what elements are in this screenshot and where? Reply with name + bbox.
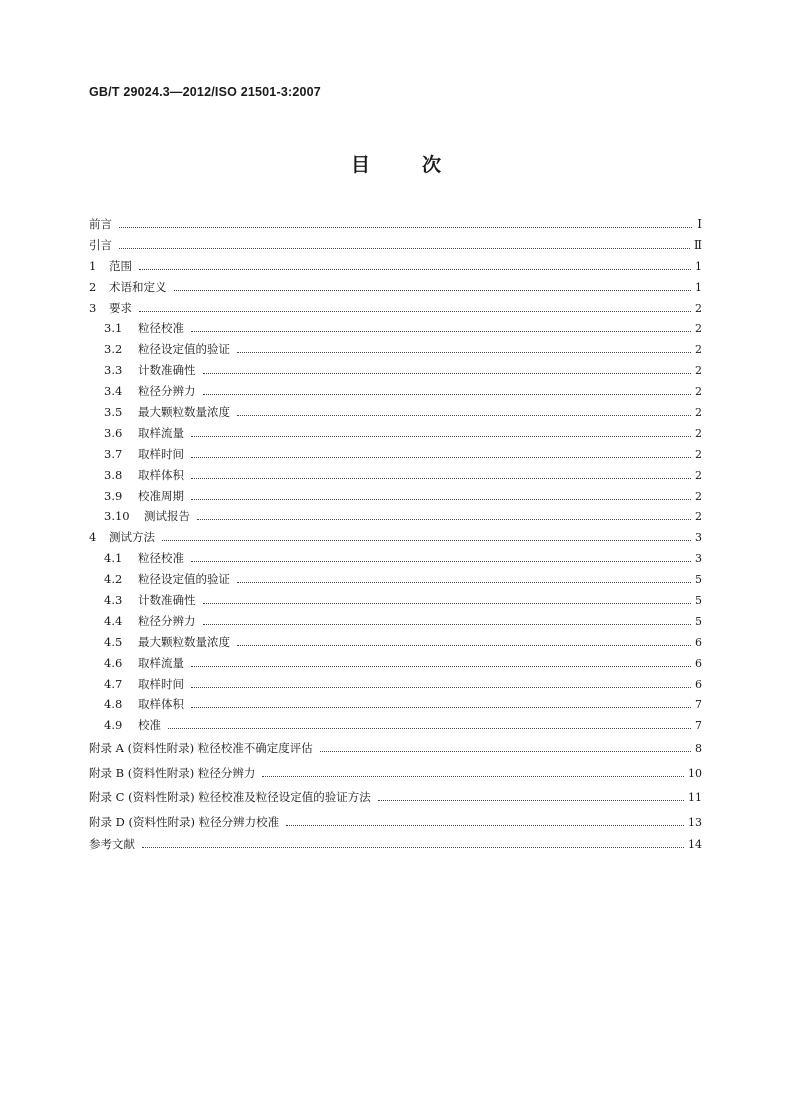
- toc-entry-number: 4.8: [104, 697, 123, 712]
- toc-entry-number: 1: [89, 258, 97, 273]
- toc-entry-page: 6: [695, 635, 702, 649]
- toc-entry[interactable]: [89, 590, 702, 611]
- toc-entry-label: 计数准确性: [138, 363, 196, 378]
- toc-entry-number: 3.4: [104, 384, 123, 399]
- toc-entry-number: 3.6: [104, 425, 123, 440]
- title-part-1: 目: [350, 154, 370, 176]
- toc-entry-number: 4.3: [104, 593, 123, 608]
- dot-leader: [119, 226, 692, 228]
- toc-entry-page: 2: [695, 447, 702, 461]
- toc-entry-label: 附录 B (资料性附录) 粒径分辨力: [89, 765, 256, 780]
- toc-entry-page: 7: [695, 719, 702, 733]
- toc-entry-page: 14: [688, 838, 702, 852]
- dot-leader: [168, 727, 691, 729]
- toc-entry[interactable]: [89, 486, 702, 507]
- toc-entry[interactable]: [89, 834, 702, 855]
- toc-entry-page: 2: [695, 426, 702, 440]
- dot-leader: [191, 435, 691, 437]
- toc-entry-page: 6: [695, 677, 702, 691]
- toc-entry-number: 4.6: [104, 655, 123, 670]
- toc-entry-page: 10: [688, 766, 702, 780]
- toc-entry-label: 校准: [138, 718, 161, 733]
- toc-entry[interactable]: [89, 339, 702, 360]
- toc-entry-label: 粒径校准: [138, 551, 184, 566]
- toc-entry-label: 粒径设定值的验证: [138, 572, 230, 587]
- dot-leader: [191, 456, 691, 458]
- toc-entry-label: 校准周期: [138, 488, 184, 503]
- toc-entry[interactable]: [89, 235, 702, 256]
- toc-entry-page: 2: [695, 468, 702, 482]
- toc-entry[interactable]: [89, 360, 702, 381]
- toc-entry-page: 5: [695, 594, 702, 608]
- toc-entry-label: 前言: [89, 217, 112, 231]
- toc-entry-number: 3.1: [104, 321, 123, 336]
- toc-entry-number: 3.2: [104, 342, 123, 357]
- dot-leader: [191, 665, 691, 667]
- toc-entry-label: 计数准确性: [138, 593, 196, 608]
- toc-entry-page: 5: [695, 573, 702, 587]
- toc-entry[interactable]: [89, 548, 702, 569]
- toc-entry[interactable]: [89, 674, 702, 695]
- dot-leader: [191, 706, 691, 708]
- dot-leader: [174, 289, 692, 291]
- toc-entry[interactable]: [89, 423, 702, 444]
- toc-entry-page: 8: [695, 742, 702, 756]
- toc-entry-number: 4.7: [104, 676, 123, 691]
- dot-leader: [139, 268, 691, 270]
- toc-entry-page: 2: [695, 364, 702, 378]
- toc-entry-page: 13: [688, 815, 702, 829]
- toc-entry-number: 3.10: [104, 509, 130, 524]
- toc-entry-label: 粒径设定值的验证: [138, 342, 230, 357]
- toc-entry-page: 5: [695, 614, 702, 628]
- page-title: [0, 150, 792, 177]
- dot-leader: [203, 393, 692, 395]
- toc-entry-label: 取样流量: [138, 655, 184, 670]
- toc-entry-number: 4.4: [104, 613, 123, 628]
- dot-leader: [139, 310, 691, 312]
- toc-entry-label: 粒径分辨力: [138, 613, 196, 628]
- toc-entry-number: 4.9: [104, 718, 123, 733]
- toc-entry-number: 3: [89, 300, 97, 315]
- dot-leader: [191, 498, 691, 500]
- dot-leader: [142, 846, 684, 848]
- toc-entry-number: 3.5: [104, 405, 123, 420]
- toc-entry[interactable]: [89, 632, 702, 653]
- dot-leader: [191, 686, 691, 688]
- toc-entry-page: 6: [695, 656, 702, 670]
- toc-entry-number: 4: [89, 530, 97, 545]
- toc-entry-label: 最大颗粒数量浓度: [138, 405, 230, 420]
- toc-entry-page: Ⅰ: [697, 217, 702, 231]
- toc-entry[interactable]: [89, 381, 702, 402]
- toc-entry-page: 7: [695, 698, 702, 712]
- toc-entry-page: 1: [695, 259, 702, 273]
- toc-entry-label: 取样体积: [138, 467, 184, 482]
- toc-entry-label: 取样时间: [138, 446, 184, 461]
- toc-entry-label: 范围: [109, 258, 132, 273]
- toc-entry-page: 2: [695, 343, 702, 357]
- toc-entry[interactable]: [89, 527, 702, 548]
- toc-entry-page: 11: [688, 791, 702, 805]
- toc-entry-label: 要求: [109, 300, 132, 315]
- toc-entry-page: 1: [695, 280, 702, 294]
- table-of-contents: [89, 214, 702, 855]
- dot-leader: [320, 750, 691, 752]
- toc-entry-page: 2: [695, 489, 702, 503]
- toc-entry-page: 3: [695, 552, 702, 566]
- toc-entry-label: 参考文献: [89, 837, 135, 852]
- toc-entry[interactable]: [89, 402, 702, 423]
- title-part-2: 次: [422, 154, 442, 176]
- toc-entry-number: 3.9: [104, 488, 123, 503]
- toc-entry-label: 取样体积: [138, 697, 184, 712]
- toc-entry[interactable]: [89, 810, 702, 835]
- toc-entry-label: 最大颗粒数量浓度: [138, 634, 230, 649]
- dot-leader: [197, 518, 691, 520]
- toc-entry-label: 附录 A (资料性附录) 粒径校准不确定度评估: [89, 741, 313, 756]
- toc-entry[interactable]: [89, 736, 702, 761]
- toc-entry[interactable]: [89, 653, 702, 674]
- toc-entry-label: 粒径校准: [138, 321, 184, 336]
- toc-entry-label: 附录 D (资料性附录) 粒径分辨力校准: [89, 814, 280, 829]
- toc-entry[interactable]: [89, 214, 702, 235]
- toc-entry-number: 3.3: [104, 363, 123, 378]
- standard-code: GB/T 29024.3—2012/ISO 21501-3:2007: [89, 85, 321, 99]
- toc-entry[interactable]: [89, 298, 702, 319]
- toc-entry-label: 测试方法: [109, 530, 155, 545]
- toc-entry-label: 引言: [89, 237, 112, 252]
- toc-entry-page: 2: [695, 301, 702, 315]
- toc-entry[interactable]: [89, 715, 702, 736]
- toc-entry-page: 2: [695, 322, 702, 336]
- toc-entry-page: Ⅱ: [693, 237, 702, 252]
- dot-leader: [262, 775, 684, 777]
- toc-entry-page: 2: [695, 510, 702, 524]
- dot-leader: [237, 351, 691, 353]
- toc-entry-number: 2: [89, 279, 97, 294]
- toc-entry-label: 取样时间: [138, 676, 184, 691]
- toc-entry[interactable]: [89, 256, 702, 277]
- toc-entry-number: 4.1: [104, 551, 123, 566]
- dot-leader: [237, 581, 691, 583]
- toc-entry[interactable]: [89, 444, 702, 465]
- dot-leader: [237, 414, 691, 416]
- toc-entry-label: 取样流量: [138, 425, 184, 440]
- dot-leader: [203, 623, 692, 625]
- toc-entry-number: 4.2: [104, 572, 123, 587]
- dot-leader: [119, 247, 690, 249]
- toc-entry[interactable]: [89, 506, 702, 527]
- dot-leader: [286, 824, 684, 826]
- dot-leader: [191, 560, 691, 562]
- dot-leader: [237, 644, 691, 646]
- toc-entry-label: 测试报告: [144, 509, 190, 524]
- toc-entry-number: 3.7: [104, 446, 123, 461]
- toc-entry-label: 术语和定义: [109, 279, 167, 294]
- toc-entry[interactable]: [89, 277, 702, 298]
- toc-entry-number: 4.5: [104, 634, 123, 649]
- toc-entry[interactable]: [89, 465, 702, 486]
- toc-entry-label: 粒径分辨力: [138, 384, 196, 399]
- toc-entry-page: 2: [695, 385, 702, 399]
- toc-entry[interactable]: [89, 785, 702, 810]
- toc-entry-page: 2: [695, 406, 702, 420]
- dot-leader: [191, 477, 691, 479]
- dot-leader: [162, 539, 691, 541]
- dot-leader: [191, 330, 691, 332]
- toc-entry-page: 3: [695, 531, 702, 545]
- toc-entry[interactable]: [89, 318, 702, 339]
- toc-entry[interactable]: [89, 761, 702, 786]
- toc-entry[interactable]: [89, 569, 702, 590]
- dot-leader: [203, 602, 692, 604]
- toc-entry[interactable]: [89, 694, 702, 715]
- toc-entry-number: 3.8: [104, 467, 123, 482]
- toc-entry-label: 附录 C (资料性附录) 粒径校准及粒径设定值的验证方法: [89, 790, 371, 805]
- dot-leader: [378, 799, 684, 801]
- toc-entry[interactable]: [89, 611, 702, 632]
- dot-leader: [203, 372, 692, 374]
